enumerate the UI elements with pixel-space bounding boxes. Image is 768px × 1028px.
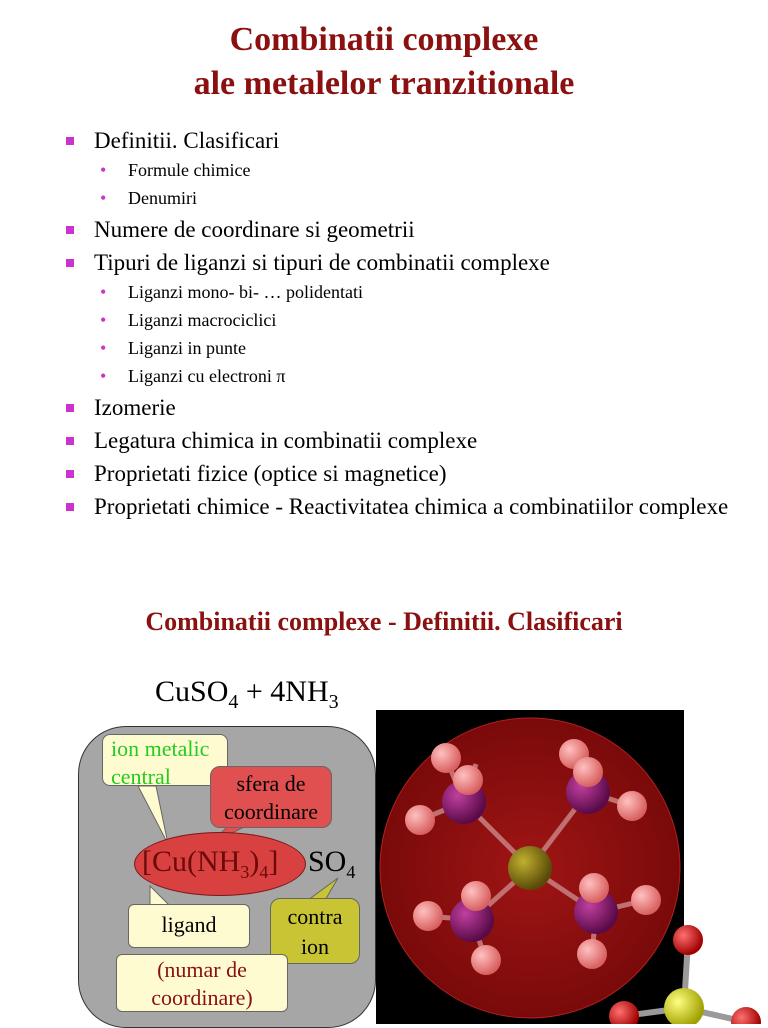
bullet-item: Proprietati chimice - Reactivitatea chimica a combinatiilor complexe bbox=[66, 493, 746, 521]
hydrogen-atom bbox=[461, 881, 491, 911]
oxygen-atom bbox=[609, 1001, 639, 1024]
callout-sfera-coordinare: sfera de coordinare bbox=[210, 766, 332, 828]
hydrogen-atom bbox=[617, 791, 647, 821]
formula-sub-3: 3 bbox=[328, 691, 339, 713]
oxygen-atom bbox=[731, 1007, 761, 1024]
pointer-ion-metalic bbox=[138, 786, 168, 844]
sulfate-model-image bbox=[600, 900, 768, 1024]
hydrogen-atom bbox=[405, 805, 435, 835]
reaction-formula bbox=[155, 672, 339, 722]
complex-pre: [Cu(NH bbox=[142, 845, 241, 878]
counter-ion-formula bbox=[308, 842, 355, 892]
section-subtitle: Combinatii complexe - Definitii. Clasificari bbox=[145, 607, 623, 636]
outline-list bbox=[66, 122, 746, 521]
hydrogen-atom bbox=[431, 743, 461, 773]
sub-bullet-item: • Formule chimice bbox=[100, 157, 746, 183]
sub-bullet-item: • Liganzi mono- bi- … polidentati bbox=[100, 279, 746, 305]
bullet-item: Definitii. Clasificari bbox=[66, 127, 746, 155]
sub-bullet-item: • Liganzi cu electroni π bbox=[100, 363, 746, 389]
sub-bullet-item: • Denumiri bbox=[100, 185, 746, 211]
formula-plus-nh: + 4NH bbox=[238, 675, 329, 708]
counter-sub-4: 4 bbox=[346, 862, 356, 882]
bullet-item: Numere de coordinare si geometrii bbox=[66, 216, 746, 244]
bullet-item: Legatura chimica in combinatii complexe bbox=[66, 427, 746, 455]
oxygen-atom bbox=[673, 925, 703, 955]
complex-sub-4: 4 bbox=[259, 862, 269, 882]
formula-cuso: CuSO bbox=[155, 675, 229, 708]
slide-title-line1: Combinatii complexe bbox=[229, 21, 539, 58]
hydrogen-atom bbox=[573, 757, 603, 787]
sub-bullet-item: • Liganzi macrociclici bbox=[100, 307, 746, 333]
counter-so: SO bbox=[308, 845, 347, 878]
hydrogen-atom bbox=[579, 873, 609, 903]
callout-ion-metalic: ion metalic central bbox=[102, 734, 228, 786]
complex-post: ] bbox=[268, 845, 279, 878]
callout-ligand: ligand bbox=[128, 904, 250, 948]
hydrogen-atom bbox=[413, 901, 443, 931]
callout-numar-coordinare: (numar de coordinare) bbox=[116, 954, 288, 1012]
bullet-item: Tipuri de liganzi si tipuri de combinatii complexe bbox=[66, 249, 746, 277]
copper-atom bbox=[508, 846, 552, 890]
bullet-item: Proprietati fizice (optice si magnetice) bbox=[66, 460, 746, 488]
complex-mid: ) bbox=[249, 845, 260, 878]
complex-sub-3: 3 bbox=[240, 862, 250, 882]
hydrogen-atom bbox=[471, 945, 501, 975]
callout-contra-ion: contra ion bbox=[270, 898, 360, 964]
sub-bullet-item: • Liganzi in punte bbox=[100, 335, 746, 361]
complex-ion-formula bbox=[142, 842, 278, 892]
hydrogen-atom bbox=[453, 765, 483, 795]
slide-title-line2: ale metalelor tranzitionale bbox=[193, 65, 575, 102]
bullet-item: Izomerie bbox=[66, 394, 746, 422]
sulfur-atom bbox=[664, 988, 704, 1024]
formula-sub-4: 4 bbox=[228, 691, 239, 713]
